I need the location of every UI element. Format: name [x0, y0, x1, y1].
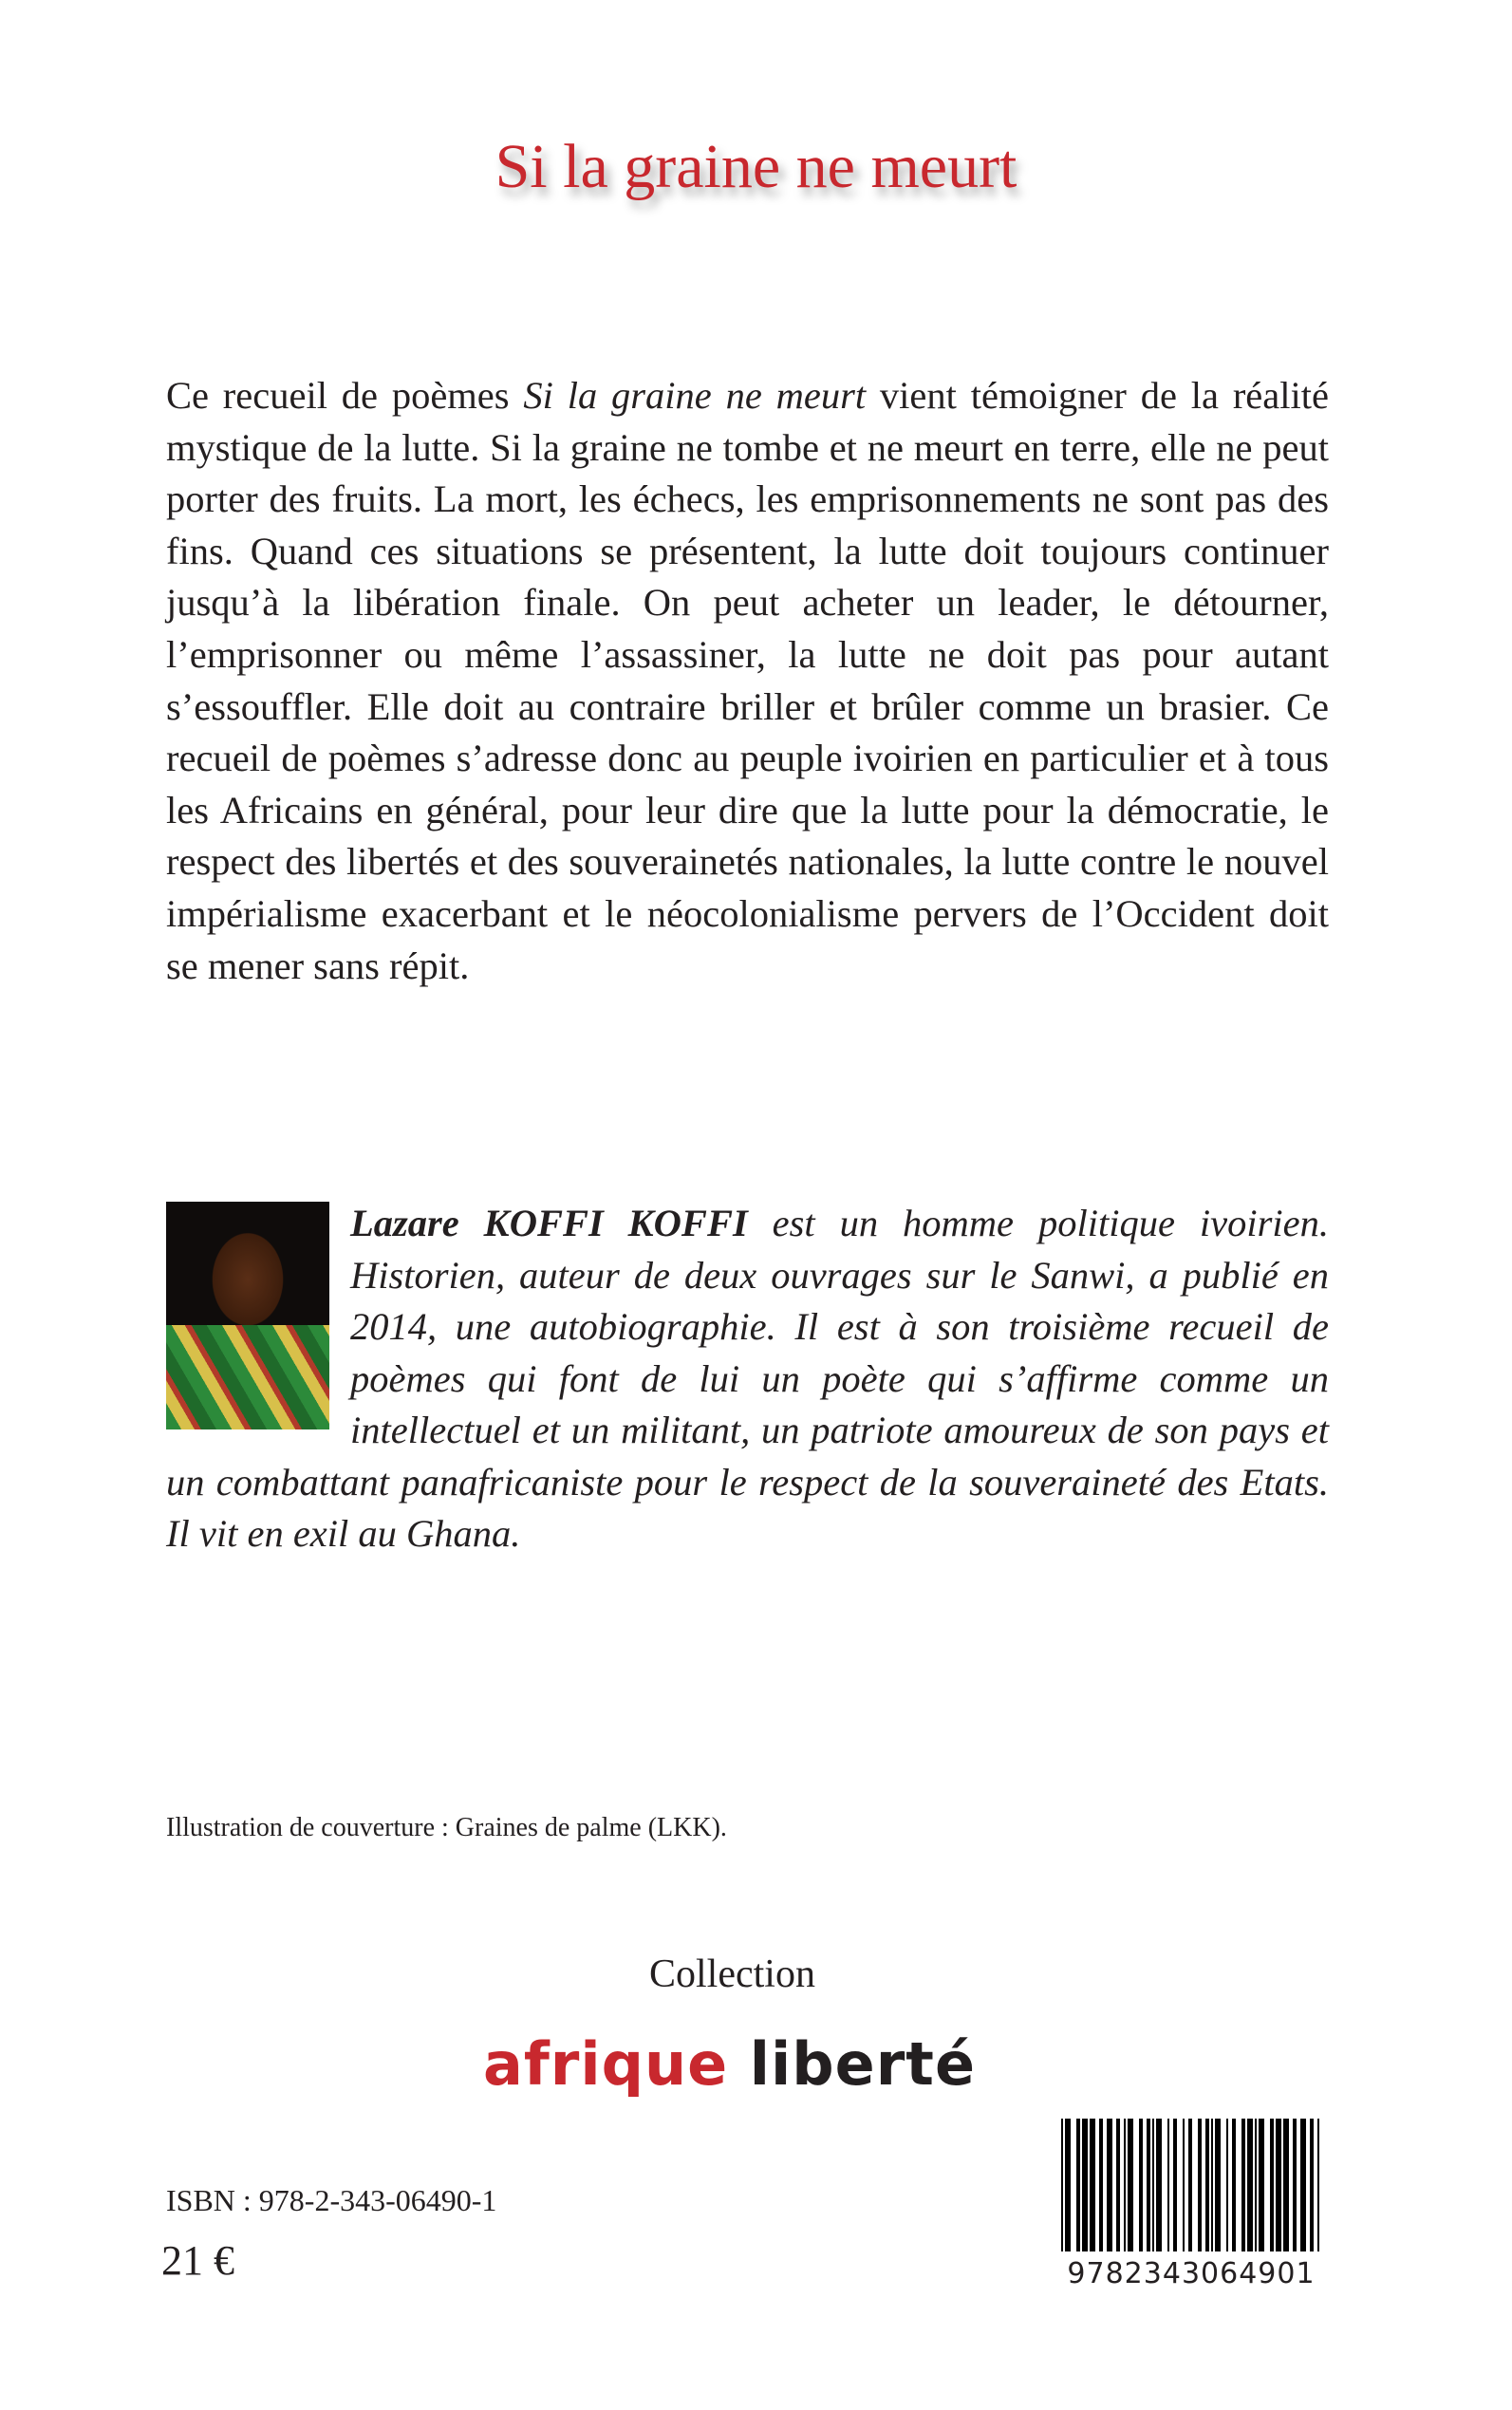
barcode-digits: 9782343064901	[1067, 2257, 1316, 2290]
book-title: Si la graine ne meurt	[495, 132, 1017, 201]
barcode-bar	[1082, 2119, 1088, 2251]
barcode-bar	[1061, 2119, 1063, 2251]
barcode-bar	[1124, 2119, 1126, 2251]
barcode-bar	[1247, 2119, 1253, 2251]
barcode-bar	[1107, 2119, 1112, 2251]
author-section	[166, 1198, 1329, 1560]
barcode-bar	[1232, 2119, 1236, 2251]
barcode-bar	[1152, 2119, 1154, 2251]
barcode	[1054, 2119, 1329, 2288]
barcode-bars	[1054, 2119, 1329, 2261]
barcode-bar	[1255, 2119, 1257, 2251]
barcode-bar	[1147, 2119, 1150, 2251]
collection-label: Collection	[649, 1952, 815, 1996]
barcode-bar	[1211, 2119, 1213, 2251]
author-bio-text: est un homme politique ivoirien. Historien, auteur de deux ouvrages sur le Sanwi, a publié en 2014, une autobiographie. Il est à son troisième recueil de poèmes qui font de lui un poète qui s’affirme comme un intellectuel et un militant, un patriote amoureux de son pays et un combattant panafricaniste pour le respect de la souveraineté des Etats. Il vit en exil au Ghana.	[166, 1202, 1329, 1555]
isbn: ISBN : 978-2-343-06490-1	[166, 2183, 497, 2217]
barcode-bar	[1283, 2119, 1289, 2251]
collection-logo	[0, 2029, 1459, 2099]
barcode-bar	[1293, 2119, 1297, 2251]
price: 21 €	[161, 2237, 234, 2284]
barcode-bar	[1215, 2119, 1221, 2251]
barcode-bar	[1310, 2119, 1314, 2251]
barcode-bar	[1116, 2119, 1120, 2251]
barcode-bar	[1198, 2119, 1202, 2251]
barcode-bar	[1205, 2119, 1209, 2251]
barcode-bar	[1317, 2119, 1319, 2251]
barcode-bar	[1090, 2119, 1095, 2251]
barcode-bar	[1099, 2119, 1103, 2251]
barcode-bar	[1173, 2119, 1177, 2251]
barcode-bar	[1139, 2119, 1143, 2251]
barcode-bar	[1276, 2119, 1281, 2251]
author-photo	[166, 1202, 329, 1429]
barcode-bar	[1128, 2119, 1133, 2251]
barcode-bar	[1065, 2119, 1071, 2251]
barcode-bar	[1188, 2119, 1192, 2251]
barcode-bar	[1226, 2119, 1228, 2251]
barcode-bar	[1270, 2119, 1274, 2251]
illustration-credit: Illustration de couverture : Graines de palme (LKK).	[166, 1813, 727, 1842]
barcode-bar	[1167, 2119, 1169, 2251]
barcode-bar	[1076, 2119, 1080, 2251]
barcode-bar	[1300, 2119, 1306, 2251]
author-bio	[166, 1198, 1329, 1560]
summary-intro: Ce recueil de poèmes	[166, 374, 524, 417]
barcode-bar	[1259, 2119, 1264, 2251]
logo-word-liberte: liberté	[749, 2029, 976, 2099]
summary-text: vient témoigner de la réalité mystique de la lutte. Si la graine ne tombe et ne meurt en terre, elle ne peut porter des fruits. La mort, les échecs, les emprisonnements ne sont pas des fins. Quand ces situations se présentent, la lutte doit toujours continuer jusqu’à la libération finale. On peut acheter un leader, le détourner, l’emprisonner ou même l’assassiner, la lutte ne doit pas pour autant s’essouffler. Elle doit au contraire briller et brûler comme un brasier. Ce recueil de poèmes s’adresse donc au peuple ivoirien en particulier et à tous les Africains en général, pour leur dire que la lutte pour la démocratie, le respect des libertés et des souverainetés nationales, la lutte contre le nouvel impérialisme exacerbant et le néocolonialisme pervers de l’Occident doit se mener sans répit.	[166, 374, 1329, 987]
barcode-bar	[1241, 2119, 1245, 2251]
barcode-bar	[1183, 2119, 1185, 2251]
book-summary	[166, 370, 1329, 992]
summary-title-ref: Si la graine ne meurt	[523, 374, 867, 417]
author-name: Lazare KOFFI KOFFI	[350, 1202, 748, 1244]
logo-word-afrique: afrique	[482, 2029, 729, 2099]
barcode-bar	[1156, 2119, 1162, 2251]
